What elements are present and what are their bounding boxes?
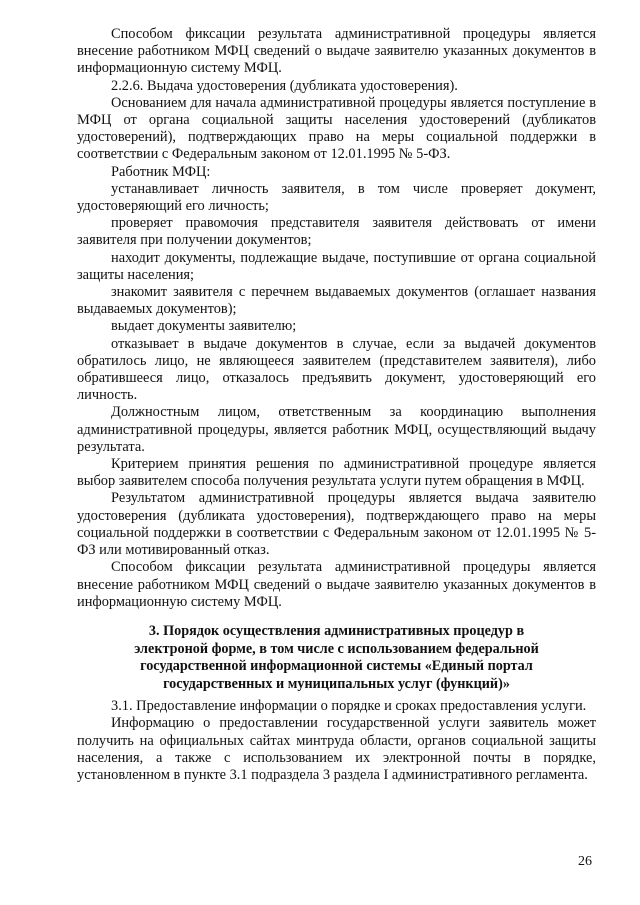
section-heading	[77, 623, 596, 693]
paragraph-subsection-title: 2.2.6. Выдача удостоверения (дубликата удостоверения).	[111, 77, 458, 94]
paragraph-fixation-method: Способом фиксации результата административной процедуры является внесение работником МФЦ сведений о выдаче заявителю указанных документов в информационную систему МФЦ.	[77, 26, 596, 77]
paragraph-list-item: находит документы, подлежащие выдаче, поступившие от органа социальной защиты населения;	[77, 249, 596, 283]
paragraph-responsible-person: Должностным лицом, ответственным за координацию выполнения административной процедуры, является работник МФЦ, осуществляющий выдачу результата.	[77, 404, 596, 455]
paragraph-result: Результатом административной процедуры является выдача заявителю удостоверения (дубликата удостоверения), подтверждающего право на меры социальной поддержки в соответствии с Федеральным законом от 12.01.1995 № 5-ФЗ или мотивированный отказ.	[77, 490, 596, 559]
section-heading-line: электроной форме, в том числе с использованием федеральной	[134, 640, 539, 657]
paragraph-list-item: проверяет правомочия представителя заявителя действовать от имени заявителя при получении документов;	[77, 215, 596, 249]
paragraph-list-item: знакомит заявителя с перечнем выдаваемых документов (оглашает названия выдаваемых документов);	[77, 284, 596, 318]
paragraph-grounds: Основанием для начала административной процедуры является поступление в МФЦ от органа социальной защиты населения удостоверений (дубликатов удостоверений), подтверждающих право на меры социальной поддержки в соответствии с Федеральным законом от 12.01.1995 № 5-ФЗ.	[77, 94, 596, 163]
section-heading-line: государственных и муниципальных услуг (функций)»	[163, 675, 510, 692]
paragraph-worker: Работник МФЦ:	[111, 163, 211, 180]
section-heading-line: государственной информационной системы «Единый портал	[140, 658, 533, 675]
page-content	[77, 26, 596, 784]
page-number: 26	[578, 854, 592, 869]
paragraph-list-item: отказывает в выдаче документов в случае, если за выдачей документов обратилось лицо, не являющееся заявителем (представителем заявителя), либо обратившееся лицо, отказалось предъявить документ, удостоверяющий его личность.	[77, 335, 596, 404]
paragraph-info-provision: 3.1. Предоставление информации о порядке и сроках предоставления услуги.	[111, 698, 587, 715]
paragraph-decision-criterion: Критерием принятия решения по административной процедуре является выбор заявителем способа получения результата услуги путем обращения в МФЦ.	[77, 456, 596, 490]
paragraph-list-item: устанавливает личность заявителя, в том числе проверяет документ, удостоверяющий его личность;	[77, 180, 596, 215]
paragraph-fixation-method-2: Способом фиксации результата административной процедуры является внесение работником МФЦ сведений о выдаче заявителю указанных документов в информационную систему МФЦ.	[77, 559, 596, 610]
paragraph-info-sources: Информацию о предоставлении государственной услуги заявитель может получить на официальных сайтах минтруда области, органов социальной защиты населения, а также с использованием их электронной почты в порядке, установленном в пункте 3.1 подраздела 3 раздела I административного регламента.	[77, 715, 596, 784]
section-heading-line: 3. Порядок осуществления административных процедур в	[148, 622, 525, 639]
paragraph-list-item: выдает документы заявителю;	[111, 318, 297, 335]
